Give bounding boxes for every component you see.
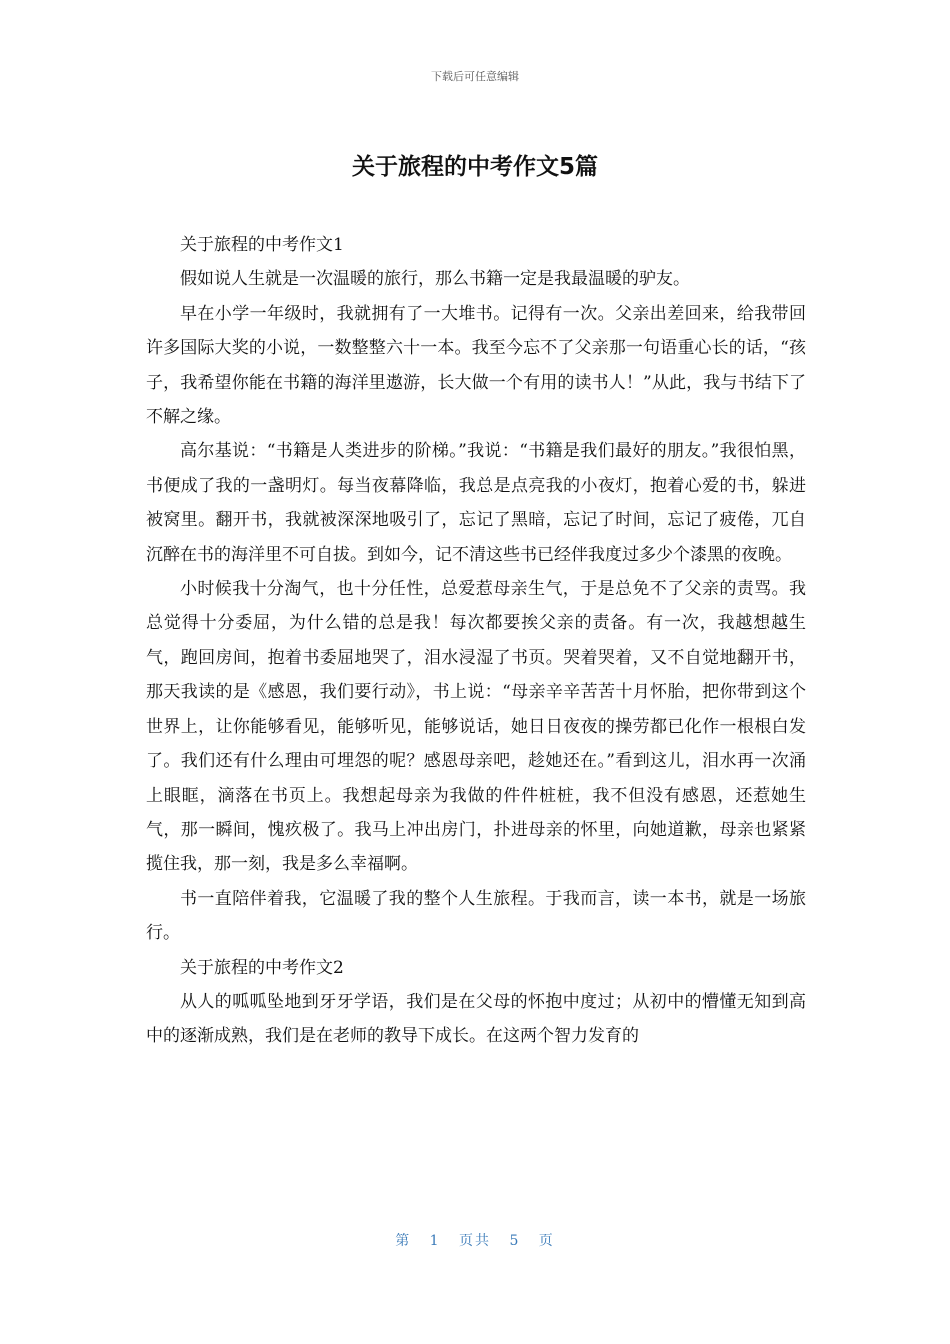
paragraph: 书一直陪伴着我，它温暖了我的整个人生旅程。于我而言，读一本书，就是一场旅行。 xyxy=(146,888,806,944)
paragraph: 假如说人生就是一次温暖的旅行，那么书籍一定是我最温暖的驴友。 xyxy=(180,269,690,290)
essay-heading: 关于旅程的中考作文2 xyxy=(180,957,344,978)
page-title: 关于旅程的中考作文5篇 xyxy=(351,154,598,180)
paragraph: 小时候我十分淘气，也十分任性，总爱惹母亲生气，于是总免不了父亲的责骂。我总觉得十分委屈，为什么错的总是我！每次都要挨父亲的责备。有一次，我越想越生气，跑回房间，抱着书委屈地哭了，泪水浸湿了书页。哭着哭着，又不自觉地翻开书，那天我读的是《感恩，我们要行动》，书上说：“母亲辛辛苦苦十月怀胎，把你带到这个世界上，让你能够看见，能够听见，能够说话，她日日夜夜的操劳都已化作一根根白发了。我们还有什么理由可埋怨的呢？感恩母亲吧，趁她还在。”看到这儿，泪水再一次涌上眼眶，滴落在书页上。我想起母亲为我做的件件桩桩，我不但没有感恩，还惹她生气，那一瞬间，愧疚极了。我马上冲出房门，扑进母亲的怀里，向她道歉，母亲也紧紧揽住我，那一刻，我是多么幸福啊。 xyxy=(146,579,806,875)
paragraph: 高尔基说：“书籍是人类进步的阶梯。”我说：“书籍是我们最好的朋友。”我很怕黑，书便成了我的一盏明灯。每当夜幕降临，我总是点亮我的小夜灯，抱着心爱的书，躲进被窝里。翻开书，我就被深深地吸引了，忘记了黑暗，忘记了时间，忘记了疲倦，兀自沉醉在书的海洋里不可自拔。到如今，记不清这些书已经伴我度过多少个漆黑的夜晚。 xyxy=(146,441,806,565)
page-number-footer: 第 1 页共 5 页 xyxy=(395,1233,555,1249)
paragraph: 从人的呱呱坠地到牙牙学语，我们是在父母的怀抱中度过；从初中的懵懂无知到高中的逐渐成熟，我们是在老师的教导下成长。在这两个智力发育的 xyxy=(146,991,806,1047)
paragraph: 早在小学一年级时，我就拥有了一大堆书。记得有一次。父亲出差回来，给我带回许多国际大奖的小说，一数整整六十一本。我至今忘不了父亲那一句语重心长的话，“孩子，我希望你能在书籍的海洋里遨游，长大做一个有用的读书人！”从此，我与书结下了不解之缘。 xyxy=(146,303,806,428)
header-note: 下载后可任意编辑 xyxy=(431,70,519,83)
essay-heading: 关于旅程的中考作文1 xyxy=(180,235,344,255)
document-body xyxy=(146,228,806,1054)
